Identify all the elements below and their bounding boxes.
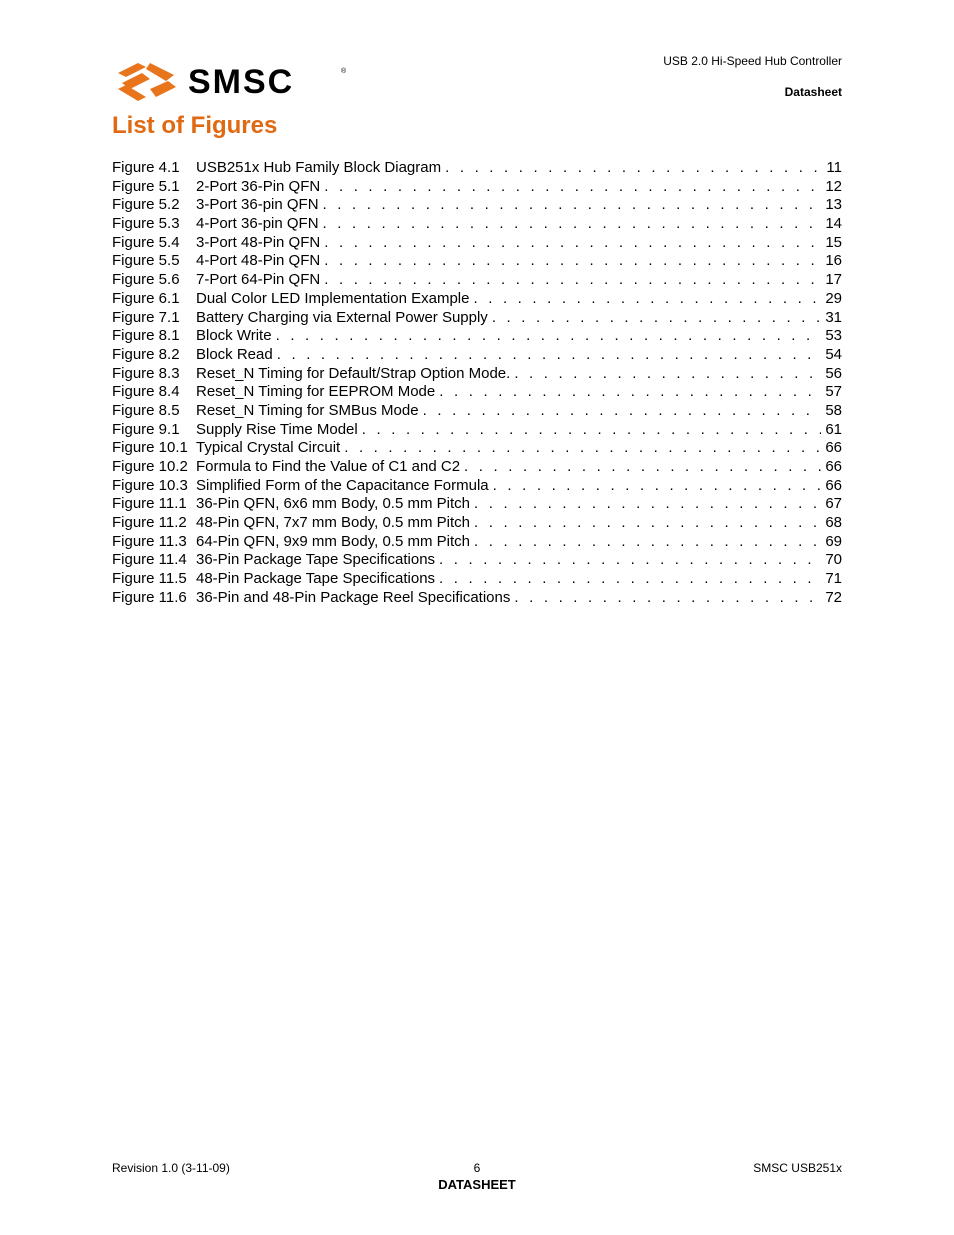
toc-entry-title: Battery Charging via External Power Supply (196, 308, 488, 326)
toc-entry-title: USB251x Hub Family Block Diagram (196, 159, 442, 176)
toc-leader-dots (320, 271, 821, 290)
toc-leader-dots (435, 551, 821, 570)
footer-revision: Revision 1.0 (3-11-09) (112, 1161, 230, 1175)
toc-entry[interactable] (112, 589, 842, 608)
toc-entry-page: 66 (825, 476, 842, 494)
toc-entry-page: 12 (825, 177, 842, 195)
toc-entry-page: 11 (826, 159, 842, 176)
toc-entry-page: 29 (825, 289, 842, 307)
toc-entry-page: 57 (825, 383, 842, 401)
toc-entry[interactable] (112, 477, 842, 496)
toc-entry-number: Figure 8.1 (112, 327, 180, 345)
toc-entry-number: Figure 8.2 (112, 345, 180, 363)
toc-entry-title: 2-Port 36-Pin QFN (196, 177, 321, 195)
toc-entry-page: 67 (825, 495, 842, 513)
toc-entry-number: Figure 11.2 (112, 514, 187, 532)
toc-entry-title: Supply Rise Time Model (196, 420, 358, 438)
toc-entry-title: 3-Port 36-pin QFN (196, 196, 319, 214)
toc-leader-dots (441, 159, 822, 178)
toc-entry-page: 54 (825, 345, 842, 363)
toc-entry[interactable] (112, 327, 842, 346)
toc-leader-dots (319, 196, 822, 215)
toc-leader-dots (470, 495, 821, 514)
smsc-logo-text: SMSC (188, 63, 295, 101)
toc-leader-dots (489, 477, 822, 496)
toc-entry-title: Block Write (196, 327, 272, 345)
toc-entry-page: 14 (825, 215, 842, 233)
toc-entry-title: 36-Pin and 48-Pin Package Reel Specifications (196, 588, 511, 606)
toc-entry-number: Figure 11.3 (112, 532, 187, 550)
toc-entry-title: Simplified Form of the Capacitance Formula (196, 476, 489, 494)
toc-entry-number: Figure 11.4 (112, 551, 187, 569)
toc-leader-dots (488, 309, 822, 328)
toc-leader-dots (273, 346, 822, 365)
toc-entry-page: 53 (825, 327, 842, 345)
toc-entry-title: Block Read (196, 345, 273, 363)
toc-entry-title: Reset_N Timing for SMBus Mode (196, 401, 419, 419)
toc-entry-number: Figure 7.1 (112, 308, 180, 326)
toc-entry-number: Figure 8.4 (112, 383, 180, 401)
toc-leader-dots (319, 215, 822, 234)
footer-doc-label: DATASHEET (438, 1177, 516, 1192)
toc-entry[interactable] (112, 346, 842, 365)
toc-entry-number: Figure 5.2 (112, 196, 180, 214)
toc-leader-dots (510, 589, 821, 608)
toc-leader-dots (320, 234, 821, 253)
header-doc-type: Datasheet (784, 85, 842, 99)
toc-entry[interactable] (112, 196, 842, 215)
toc-entry-title: 48-Pin Package Tape Specifications (196, 570, 436, 588)
toc-entry-page: 15 (825, 233, 842, 251)
toc-entry-title: 7-Port 64-Pin QFN (196, 271, 321, 289)
footer-page-number: 6 (473, 1161, 481, 1175)
toc-leader-dots (460, 458, 821, 477)
smsc-logo (116, 59, 352, 103)
toc-leader-dots (320, 252, 821, 271)
toc-entry-number: Figure 11.5 (112, 570, 187, 588)
toc-entry-title: 48-Pin QFN, 7x7 mm Body, 0.5 mm Pitch (196, 514, 470, 532)
toc-entry[interactable] (112, 234, 842, 253)
toc-entry-page: 69 (825, 532, 842, 550)
toc-leader-dots (272, 327, 822, 346)
toc-entry-title: Formula to Find the Value of C1 and C2 (196, 458, 461, 475)
toc-entry-page: 71 (825, 570, 842, 588)
toc-entry-page: 13 (825, 196, 842, 214)
toc-entry-number: Figure 9.1 (112, 420, 180, 438)
toc-entry[interactable] (112, 271, 842, 290)
toc-entry-number: Figure 5.4 (112, 233, 180, 251)
toc-entry[interactable] (112, 215, 842, 234)
list-of-figures (112, 159, 842, 608)
toc-entry-title: Reset_N Timing for Default/Strap Option Mode. (196, 364, 511, 382)
page-title: List of Figures (112, 112, 278, 139)
toc-entry-title: 4-Port 36-pin QFN (196, 215, 319, 233)
toc-entry-number: Figure 5.3 (112, 215, 180, 233)
toc-leader-dots (510, 365, 821, 384)
toc-entry[interactable] (112, 309, 842, 328)
toc-entry-title: 4-Port 48-Pin QFN (196, 252, 321, 270)
toc-entry[interactable] (112, 551, 842, 570)
toc-entry-page: 31 (825, 308, 842, 326)
toc-entry-number: Figure 6.1 (112, 289, 180, 307)
toc-entry[interactable] (112, 159, 842, 178)
toc-entry-title: 36-Pin QFN, 6x6 mm Body, 0.5 mm Pitch (196, 495, 470, 513)
toc-leader-dots (469, 290, 821, 309)
toc-entry-number: Figure 10.2 (112, 458, 188, 475)
toc-entry-page: 72 (825, 588, 842, 606)
toc-entry[interactable] (112, 495, 842, 514)
toc-entry[interactable] (112, 570, 842, 589)
toc-entry-number: Figure 8.5 (112, 401, 180, 419)
toc-entry-page: 17 (825, 271, 842, 289)
toc-entry-title: 3-Port 48-Pin QFN (196, 233, 321, 251)
toc-entry-number: Figure 10.1 (112, 439, 188, 457)
toc-entry-number: Figure 11.6 (112, 588, 187, 606)
registered-mark: ® (341, 68, 347, 75)
toc-entry-number: Figure 8.3 (112, 364, 180, 382)
toc-entry-page: 56 (825, 364, 842, 382)
toc-entry-number: Figure 5.5 (112, 252, 180, 270)
toc-leader-dots (470, 533, 821, 552)
toc-entry-number: Figure 11.1 (112, 495, 187, 513)
toc-leader-dots (340, 439, 821, 458)
toc-entry-title: Reset_N Timing for EEPROM Mode (196, 383, 436, 401)
header-product-title: USB 2.0 Hi-Speed Hub Controller (663, 54, 842, 68)
toc-entry-number: Figure 4.1 (112, 159, 180, 176)
toc-entry-number: Figure 5.1 (112, 177, 180, 195)
smsc-logo-mark (118, 63, 176, 101)
toc-entry-title: Dual Color LED Implementation Example (196, 289, 470, 307)
toc-entry[interactable] (112, 421, 842, 440)
toc-entry-page: 16 (825, 252, 842, 270)
toc-leader-dots (435, 383, 821, 402)
toc-entry[interactable] (112, 252, 842, 271)
toc-entry-page: 66 (825, 458, 842, 475)
toc-entry[interactable] (112, 439, 842, 458)
toc-entry-page: 58 (825, 401, 842, 419)
footer-product-code: SMSC USB251x (753, 1161, 842, 1175)
toc-entry[interactable] (112, 514, 842, 533)
toc-entry-number: Figure 10.3 (112, 476, 188, 494)
toc-leader-dots (435, 570, 821, 589)
toc-entry-number: Figure 5.6 (112, 271, 180, 289)
toc-entry[interactable] (112, 290, 842, 309)
toc-entry-page: 61 (825, 420, 842, 438)
toc-entry[interactable] (112, 533, 842, 552)
toc-leader-dots (358, 421, 822, 440)
toc-entry-title: Typical Crystal Circuit (196, 439, 341, 457)
toc-entry[interactable] (112, 178, 842, 197)
toc-leader-dots (320, 178, 821, 197)
toc-leader-dots (470, 514, 821, 533)
toc-entry-page: 70 (825, 551, 842, 569)
toc-entry-title: 36-Pin Package Tape Specifications (196, 551, 436, 569)
toc-entry[interactable] (112, 402, 842, 421)
toc-entry-page: 68 (825, 514, 842, 532)
toc-entry-title: 64-Pin QFN, 9x9 mm Body, 0.5 mm Pitch (196, 532, 470, 550)
toc-entry[interactable] (112, 365, 842, 384)
toc-entry[interactable] (112, 383, 842, 402)
toc-leader-dots (419, 402, 822, 421)
toc-entry-page: 66 (825, 439, 842, 457)
toc-entry[interactable] (112, 458, 842, 477)
